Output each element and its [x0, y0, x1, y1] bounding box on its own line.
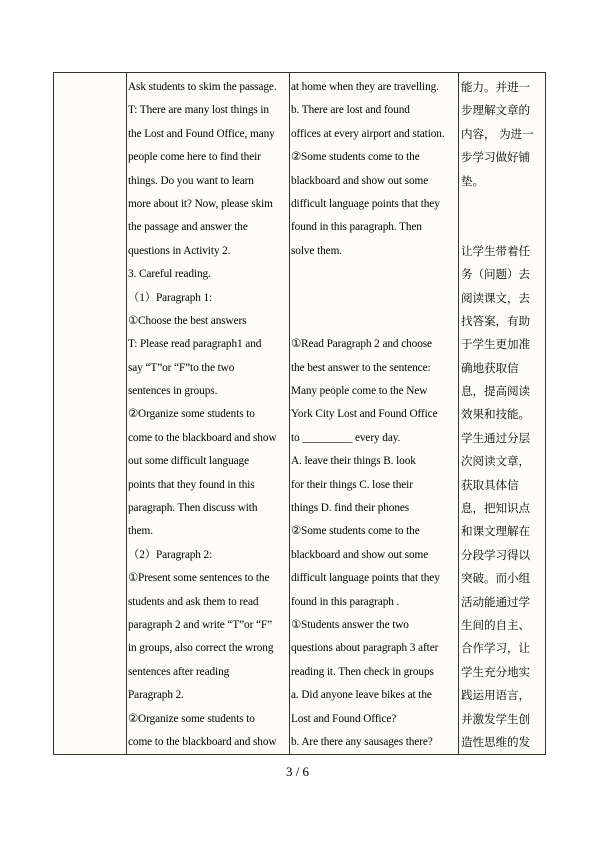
- design-purpose-line: 次阅读文章，: [461, 454, 530, 469]
- design-purpose-line: 垫。: [461, 173, 484, 188]
- design-purpose-cell: [459, 73, 546, 755]
- teacher-activity-line: sentences in groups.: [128, 385, 218, 398]
- student-activity-line: blackboard and show out some: [291, 174, 429, 187]
- student-activity-line: ①Read Paragraph 2 and choose: [291, 338, 432, 351]
- teacher-activity-line: Paragraph 2.: [128, 689, 184, 702]
- design-purpose-line: 息，把知识点: [461, 501, 530, 516]
- design-purpose-line: 突破。而小组: [461, 571, 530, 586]
- design-purpose-line: 息，提高阅读: [461, 384, 530, 399]
- teacher-activity-cell: [127, 73, 290, 755]
- design-purpose-line: 确地获取信: [461, 360, 519, 375]
- teacher-activity-line: students and ask them to read: [128, 595, 259, 608]
- page-number: 3 / 6: [285, 764, 310, 779]
- design-purpose-line: 学生充分地实: [461, 664, 530, 679]
- student-activity-line: things D. find their phones: [291, 502, 410, 515]
- student-activity-line: solve them.: [291, 244, 342, 257]
- student-activity-lines: [290, 73, 458, 754]
- student-activity-line: blackboard and show out some: [291, 548, 429, 561]
- student-activity-line: York City Lost and Found Office: [291, 408, 438, 421]
- design-purpose-line: 步学习做好铺: [461, 150, 530, 165]
- teacher-activity-line: T: There are many lost things in: [128, 104, 269, 117]
- teacher-activity-line: things. Do you want to learn: [128, 174, 254, 187]
- teacher-activity-line: paragraph 2 and write “T”or “F”: [128, 618, 273, 631]
- design-purpose-line: 能力。并进一: [461, 80, 530, 94]
- teacher-activity-line: ②Organize some students to: [128, 408, 255, 421]
- teacher-activity-line: （2）Paragraph 2:: [128, 548, 213, 561]
- student-activity-line: ①Students answer the two: [291, 618, 409, 631]
- student-activity-line: ②Some students come to the: [291, 151, 420, 164]
- teacher-activity-line: them.: [128, 525, 153, 538]
- teacher-activity-line: 3. Careful reading.: [128, 268, 211, 281]
- student-activity-line: [290, 287, 458, 310]
- design-purpose-line: 分段学习得以: [461, 547, 530, 562]
- design-purpose-line: 内容， 为进一: [461, 126, 534, 141]
- student-activity-line: difficult language points that they: [291, 197, 440, 210]
- design-purpose-line: 学生通过分层: [461, 430, 530, 445]
- design-purpose-line: 阅读课文，去: [461, 290, 530, 305]
- design-purpose-line: 合作学习，让: [461, 641, 530, 656]
- student-activity-line: to _________ every day.: [291, 431, 401, 444]
- design-purpose-line: 和课文理解在: [461, 524, 530, 539]
- student-activity-cell: [290, 73, 459, 755]
- teacher-activity-line: people come here to find their: [128, 151, 261, 164]
- student-activity-line: [290, 263, 458, 286]
- teacher-activity-line: ②Organize some students to: [128, 712, 255, 725]
- design-purpose-line: 并激发学生创: [461, 711, 530, 726]
- design-purpose-line: 效果和技能。: [461, 407, 530, 422]
- design-purpose-line: 生间的自主、: [461, 617, 530, 632]
- teacher-activity-line: T: Please read paragraph1 and: [128, 338, 262, 351]
- table-row: [54, 73, 546, 755]
- design-purpose-line: 造性思维的发: [461, 734, 530, 749]
- design-purpose-line: 于学生更加准: [461, 337, 530, 352]
- student-activity-line: b. Are there any sausages there?: [291, 735, 433, 748]
- teacher-activity-lines: [127, 73, 289, 754]
- teacher-activity-line: say “T”or “F”to the two: [128, 361, 235, 374]
- student-activity-line: at home when they are travelling.: [291, 81, 439, 93]
- student-activity-line: found in this paragraph .: [291, 595, 400, 608]
- teacher-activity-line: questions in Activity 2.: [128, 244, 231, 257]
- student-activity-line: offices at every airport and station.: [291, 127, 445, 140]
- teacher-activity-line: the Lost and Found Office, many: [128, 127, 275, 140]
- student-activity-line: [290, 310, 458, 333]
- student-activity-line: for their things C. lose their: [291, 478, 413, 491]
- student-activity-line: questions about paragraph 3 after: [291, 642, 439, 655]
- design-purpose-line: 获取具体信: [461, 477, 519, 492]
- design-purpose-line: 践运用语言，: [461, 688, 530, 703]
- design-purpose-line: 找答案，有助: [461, 313, 530, 328]
- teacher-activity-line: in groups, also correct the wrong: [128, 642, 274, 655]
- teacher-activity-line: （1）Paragraph 1:: [128, 291, 213, 304]
- student-activity-line: reading it. Then check in groups: [291, 665, 434, 678]
- student-activity-line: ②Some students come to the: [291, 525, 420, 538]
- teacher-activity-line: come to the blackboard and show: [128, 431, 277, 444]
- teacher-activity-line: ①Present some sentences to the: [128, 572, 270, 585]
- student-activity-line: difficult language points that they: [291, 572, 440, 585]
- student-activity-line: found in this paragraph. Then: [291, 221, 422, 234]
- teacher-activity-line: out some difficult language: [128, 455, 250, 468]
- teacher-activity-line: sentences after reading: [128, 665, 230, 678]
- student-activity-line: a. Did anyone leave bikes at the: [291, 689, 432, 702]
- design-purpose-line: 步理解文章的: [461, 103, 530, 118]
- student-activity-line: A. leave their things B. look: [291, 455, 416, 468]
- student-activity-line: b. There are lost and found: [291, 104, 410, 117]
- teacher-activity-line: paragraph. Then discuss with: [128, 502, 258, 515]
- teacher-activity-line: the passage and answer the: [128, 221, 248, 234]
- blank-column-cell: [54, 73, 127, 755]
- design-purpose-line: 务（问题）去: [461, 267, 530, 282]
- teacher-activity-line: come to the blackboard and show: [128, 735, 277, 748]
- design-purpose-line: 让学生带着任: [461, 243, 530, 258]
- student-activity-line: Many people come to the New: [291, 385, 428, 398]
- student-activity-line: Lost and Found Office?: [291, 712, 397, 725]
- design-purpose-line: [459, 216, 545, 239]
- design-purpose-line: 活动能通过学: [461, 594, 530, 609]
- teacher-activity-line: Ask students to skim the passage.: [128, 81, 277, 93]
- teacher-activity-line: points that they found in this: [128, 478, 255, 491]
- student-activity-line: the best answer to the sentence:: [291, 361, 431, 374]
- teacher-activity-line: more about it? Now, please skim: [128, 197, 273, 210]
- lesson-plan-table: [53, 72, 546, 755]
- design-purpose-lines: [459, 73, 545, 754]
- design-purpose-line: [459, 193, 545, 216]
- teacher-activity-line: ①Choose the best answers: [128, 314, 247, 327]
